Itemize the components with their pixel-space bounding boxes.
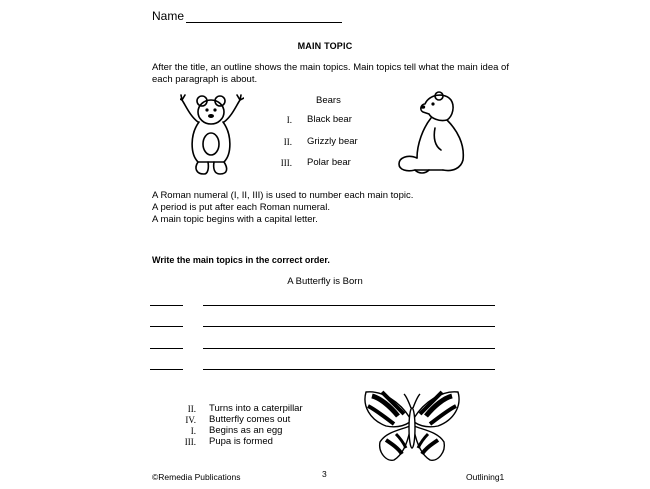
example-item-1-text: Black bear [307, 114, 352, 125]
standing-bear-illustration [180, 92, 244, 178]
example-item-2-numeral: II. [283, 137, 292, 147]
footer-series: Outlining1 [466, 472, 505, 482]
butterfly-illustration [360, 388, 464, 466]
scrambled-topic-3-text: Begins as an egg [209, 425, 283, 436]
footer-publisher: ©Remedia Publications [152, 472, 241, 482]
scrambled-topic-4-numeral: III. [184, 437, 196, 447]
scrambled-topic-4-text: Pupa is formed [209, 436, 273, 447]
footer-page-number: 3 [322, 469, 327, 479]
rule-line-1: A Roman numeral (I, II, III) is used to number each main topic. [152, 190, 414, 201]
exercise-outline-title: A Butterfly is Born [287, 276, 363, 287]
answer-topic-line-2[interactable] [203, 326, 495, 327]
example-item-3-text: Polar bear [307, 157, 351, 168]
scrambled-topic-1-text: Turns into a caterpillar [209, 403, 303, 414]
name-blank-line[interactable] [186, 10, 342, 23]
answer-numeral-line-3[interactable] [150, 348, 183, 349]
scrambled-topic-2-text: Butterfly comes out [209, 414, 291, 425]
answer-numeral-line-1[interactable] [150, 305, 183, 306]
answer-topic-line-1[interactable] [203, 305, 495, 306]
sitting-polar-bear-illustration [395, 88, 471, 176]
rule-line-3: A main topic begins with a capital letter. [152, 214, 318, 225]
answer-topic-line-3[interactable] [203, 348, 495, 349]
example-outline-title: Bears [316, 95, 341, 106]
rules-text [152, 190, 512, 226]
rule-line-2: A period is put after each Roman numeral. [152, 202, 330, 213]
intro-text: After the title, an outline shows the main topics. Main topics tell what the main idea of each paragraph is about. [152, 62, 509, 85]
scrambled-topic-1-numeral: II. [187, 404, 196, 414]
name-label: Name [152, 9, 185, 23]
answer-numeral-line-4[interactable] [150, 369, 183, 370]
answer-topic-line-4[interactable] [203, 369, 495, 370]
scrambled-topic-2-numeral: IV. [185, 415, 196, 425]
scrambled-topic-3-numeral: I. [190, 426, 196, 436]
example-item-1-numeral: I. [286, 115, 292, 125]
answer-numeral-line-2[interactable] [150, 326, 183, 327]
name-field [152, 9, 342, 23]
page-title: MAIN TOPIC [297, 41, 353, 51]
example-item-3-numeral: III. [280, 158, 292, 168]
exercise-instruction: Write the main topics in the correct order. [152, 255, 330, 265]
example-item-2-text: Grizzly bear [307, 136, 358, 147]
